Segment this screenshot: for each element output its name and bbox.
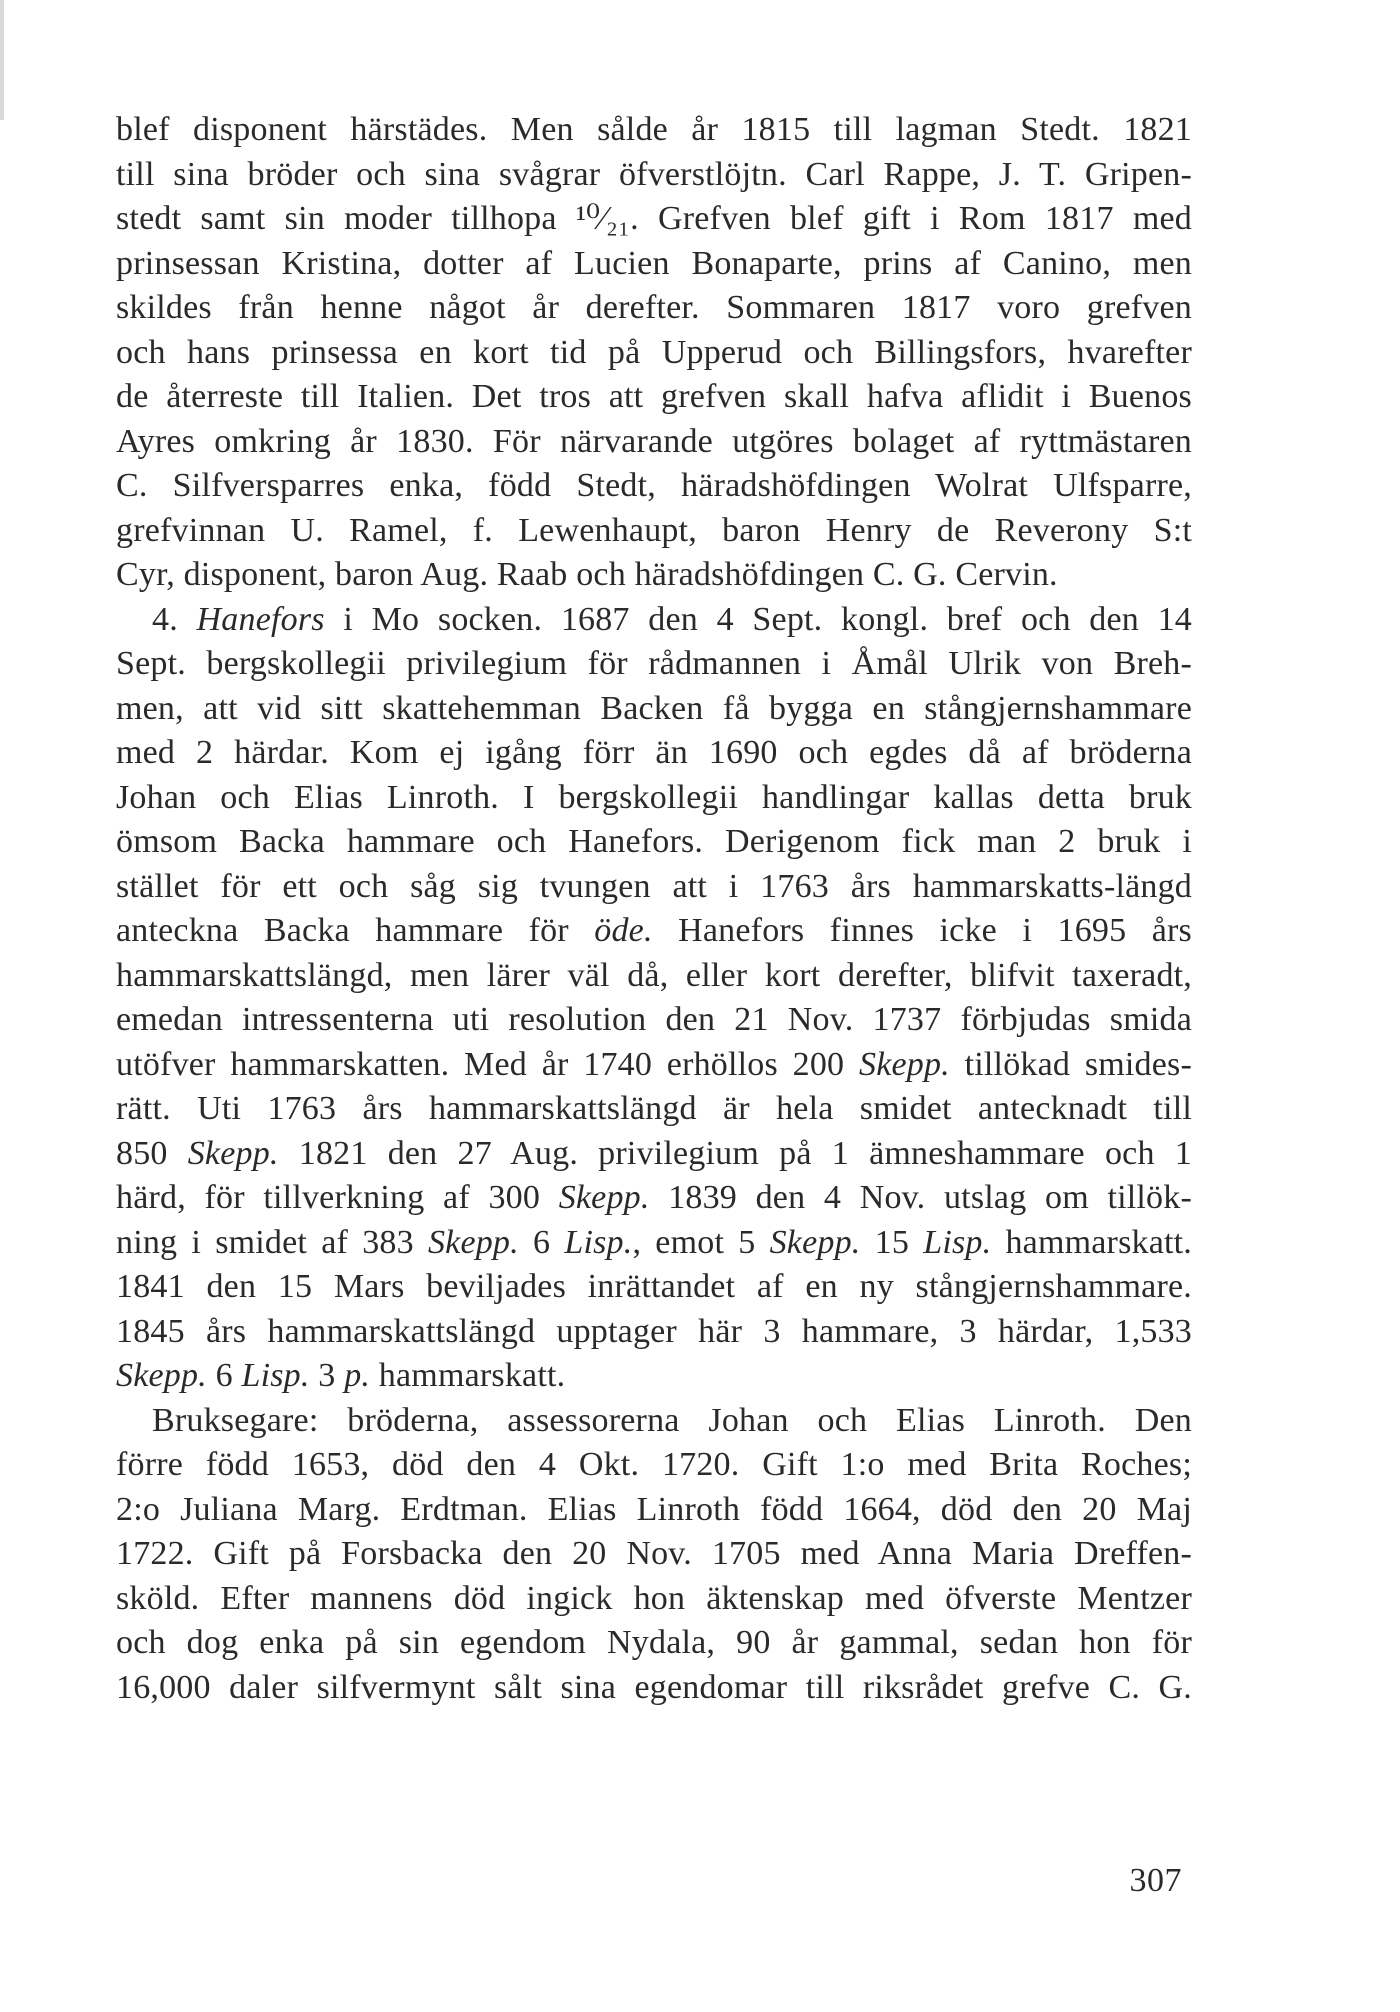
text-line bbox=[116, 820, 1192, 865]
page-number: 307 bbox=[1129, 1862, 1182, 1899]
text-line bbox=[116, 1354, 1192, 1399]
text-segment: Johan och Elias Linroth. I bergskollegii handlingar kallas detta bruk bbox=[116, 778, 1192, 816]
italic-text-segment: Hanefors bbox=[196, 600, 325, 638]
text-segment: de återreste till Italien. Det tros att grefven skall hafva aflidit i Buenos bbox=[116, 378, 1192, 415]
italic-text-segment: Lisp. bbox=[923, 1223, 992, 1261]
text-segment: stedt samt sin moder tillhopa ¹⁰⁄₂₁. Grefven blef gift i Rom 1817 med bbox=[116, 200, 1192, 237]
text-line bbox=[116, 1043, 1192, 1088]
text-segment: 850 bbox=[116, 1134, 188, 1172]
text-segment: 2:o Juliana Marg. Erdtman. Elias Linroth född 1664, död den 20 Maj bbox=[116, 1490, 1192, 1528]
text-line bbox=[116, 687, 1192, 732]
italic-text-segment: Skepp. bbox=[558, 1179, 650, 1216]
text-line bbox=[116, 331, 1192, 376]
text-line bbox=[116, 1399, 1192, 1444]
italic-text-segment: Skepp. bbox=[427, 1223, 519, 1261]
text-segment: 1841 den 15 Mars beviljades inrättandet af en ny stångjernshammare. bbox=[116, 1268, 1192, 1305]
text-segment: hammarskatt. bbox=[991, 1223, 1192, 1261]
text-line bbox=[116, 909, 1192, 954]
page-edge bbox=[0, 0, 4, 120]
text-segment: C. Silfversparres enka, född Stedt, häradshöfdingen Wolrat Ulfsparre, bbox=[116, 467, 1192, 504]
text-line bbox=[116, 1132, 1192, 1177]
italic-text-segment: Lisp. bbox=[241, 1357, 310, 1394]
text-segment: blef disponent härstädes. Men sålde år 1815 till lagman Stedt. 1821 bbox=[116, 111, 1192, 148]
italic-text-segment: Skepp. bbox=[859, 1045, 950, 1083]
text-segment: Ayres omkring år 1830. För närvarande utgöres bolaget af ryttmästaren bbox=[116, 422, 1192, 460]
text-segment: skildes från henne något år derefter. Sommaren 1817 voro grefven bbox=[116, 289, 1192, 326]
text-line bbox=[116, 1532, 1192, 1577]
text-segment: ning i smidet af 383 bbox=[116, 1223, 428, 1261]
text-segment: förre född 1653, död den 4 Okt. 1720. Gift 1:o med Brita Roches; bbox=[116, 1446, 1192, 1483]
text-line bbox=[116, 1443, 1192, 1488]
text-segment: , emot 5 bbox=[632, 1223, 770, 1261]
italic-text-segment: öde. bbox=[594, 912, 653, 949]
text-segment: grefvinnan U. Ramel, f. Lewenhaupt, baron Henry de Reverony S:t bbox=[116, 511, 1192, 549]
text-segment: 1845 års hammarskattslängd upptager här 3 hammare, 3 härdar, 1,533 bbox=[116, 1312, 1192, 1350]
text-segment: utöfver hammarskatten. Med år 1740 erhöllos 200 bbox=[116, 1045, 859, 1083]
text-line bbox=[116, 1176, 1192, 1221]
text-segment: emedan intressenterna uti resolution den 21 Nov. 1737 förbjudas smida bbox=[116, 1001, 1192, 1038]
text-segment: och dog enka på sin egendom Nydala, 90 år gammal, sedan hon för bbox=[116, 1624, 1192, 1661]
text-line bbox=[116, 464, 1192, 509]
italic-text-segment: Skepp. bbox=[769, 1223, 861, 1261]
text-line bbox=[116, 642, 1192, 687]
text-segment: 3 bbox=[309, 1357, 345, 1394]
text-line bbox=[116, 998, 1192, 1043]
text-segment: 15 bbox=[860, 1223, 924, 1261]
text-line bbox=[116, 1488, 1192, 1533]
text-segment: prinsessan Kristina, dotter af Lucien Bonaparte, prins af Canino, men bbox=[116, 244, 1192, 282]
text-line bbox=[116, 375, 1192, 420]
text-segment: men, att vid sitt skattehemman Backen få bygga en stångjernshammare bbox=[116, 689, 1192, 727]
text-line bbox=[116, 153, 1192, 198]
text-segment: Sept. bergskollegii privilegium för rådmannen i Åmål Ulrik von Breh- bbox=[116, 645, 1192, 682]
text-segment: 1722. Gift på Forsbacka den 20 Nov. 1705 med Anna Maria Dreffen- bbox=[116, 1535, 1192, 1572]
text-segment: i Mo socken. 1687 den 4 Sept. kongl. bref och den 14 bbox=[324, 600, 1193, 638]
text-segment: hammarskattslängd, men lärer väl då, eller kort derefter, blifvit taxeradt, bbox=[116, 956, 1192, 994]
text-line bbox=[116, 865, 1192, 910]
text-segment: Cyr, disponent, baron Aug. Raab och häradshöfdingen C. G. Cervin. bbox=[116, 556, 1058, 593]
text-segment: med 2 härdar. Kom ej igång förr än 1690 och egdes då af bröderna bbox=[116, 734, 1192, 771]
text-line bbox=[116, 197, 1192, 242]
text-line bbox=[116, 286, 1192, 331]
text-line bbox=[116, 1310, 1192, 1355]
text-line bbox=[116, 1666, 1192, 1711]
text-line bbox=[116, 954, 1192, 999]
italic-text-segment: Skepp. bbox=[116, 1357, 207, 1394]
italic-text-segment: p. bbox=[344, 1357, 371, 1394]
text-line bbox=[116, 1087, 1192, 1132]
italic-text-segment: Lisp. bbox=[564, 1223, 633, 1261]
text-segment: 6 bbox=[518, 1223, 565, 1261]
text-line bbox=[116, 242, 1192, 287]
text-segment: sköld. Efter mannens död ingick hon äktenskap med öfverste Mentzer bbox=[116, 1579, 1192, 1617]
text-segment: härd, för tillverkning af 300 bbox=[116, 1179, 559, 1216]
page-text bbox=[116, 108, 1192, 1710]
text-segment: 4. bbox=[152, 600, 197, 638]
text-line bbox=[116, 1621, 1192, 1666]
text-segment: och hans prinsessa en kort tid på Upperud och Billingsfors, hvarefter bbox=[116, 333, 1192, 371]
text-segment: till sina bröder och sina svågrar öfverstlöjtn. Carl Rappe, J. T. Gripen- bbox=[116, 155, 1192, 193]
text-line bbox=[116, 420, 1192, 465]
text-line bbox=[116, 598, 1192, 643]
text-line bbox=[116, 108, 1192, 153]
text-segment: 6 bbox=[206, 1357, 242, 1394]
text-segment: 16,000 daler silfvermynt sålt sina egendomar till riksrådet grefve C. G. bbox=[116, 1668, 1192, 1706]
text-line bbox=[116, 553, 1192, 598]
text-segment: ömsom Backa hammare och Hanefors. Derigenom fick man 2 bruk i bbox=[116, 823, 1192, 860]
text-line bbox=[116, 1265, 1192, 1310]
text-segment: anteckna Backa hammare för bbox=[116, 912, 595, 949]
text-segment: stället för ett och såg sig tvungen att i 1763 års hammarskatts-längd bbox=[116, 867, 1192, 905]
text-segment: tillökad smides- bbox=[949, 1045, 1193, 1083]
text-segment: Hanefors finnes icke i 1695 års bbox=[652, 912, 1192, 949]
text-segment: Bruksegare: bröderna, assessorerna Johan och Elias Linroth. Den bbox=[152, 1401, 1192, 1439]
text-line bbox=[116, 776, 1192, 821]
text-segment: 1821 den 27 Aug. privilegium på 1 ämneshammare och 1 bbox=[278, 1134, 1192, 1172]
text-line bbox=[116, 1221, 1192, 1266]
text-line bbox=[116, 1577, 1192, 1622]
text-segment: hammarskatt. bbox=[370, 1357, 566, 1394]
text-segment: 1839 den 4 Nov. utslag om tillök- bbox=[649, 1179, 1192, 1216]
text-line bbox=[116, 731, 1192, 776]
text-segment: rätt. Uti 1763 års hammarskattslängd är hela smidet antecknadt till bbox=[116, 1090, 1192, 1127]
italic-text-segment: Skepp. bbox=[187, 1134, 279, 1172]
text-line bbox=[116, 509, 1192, 554]
